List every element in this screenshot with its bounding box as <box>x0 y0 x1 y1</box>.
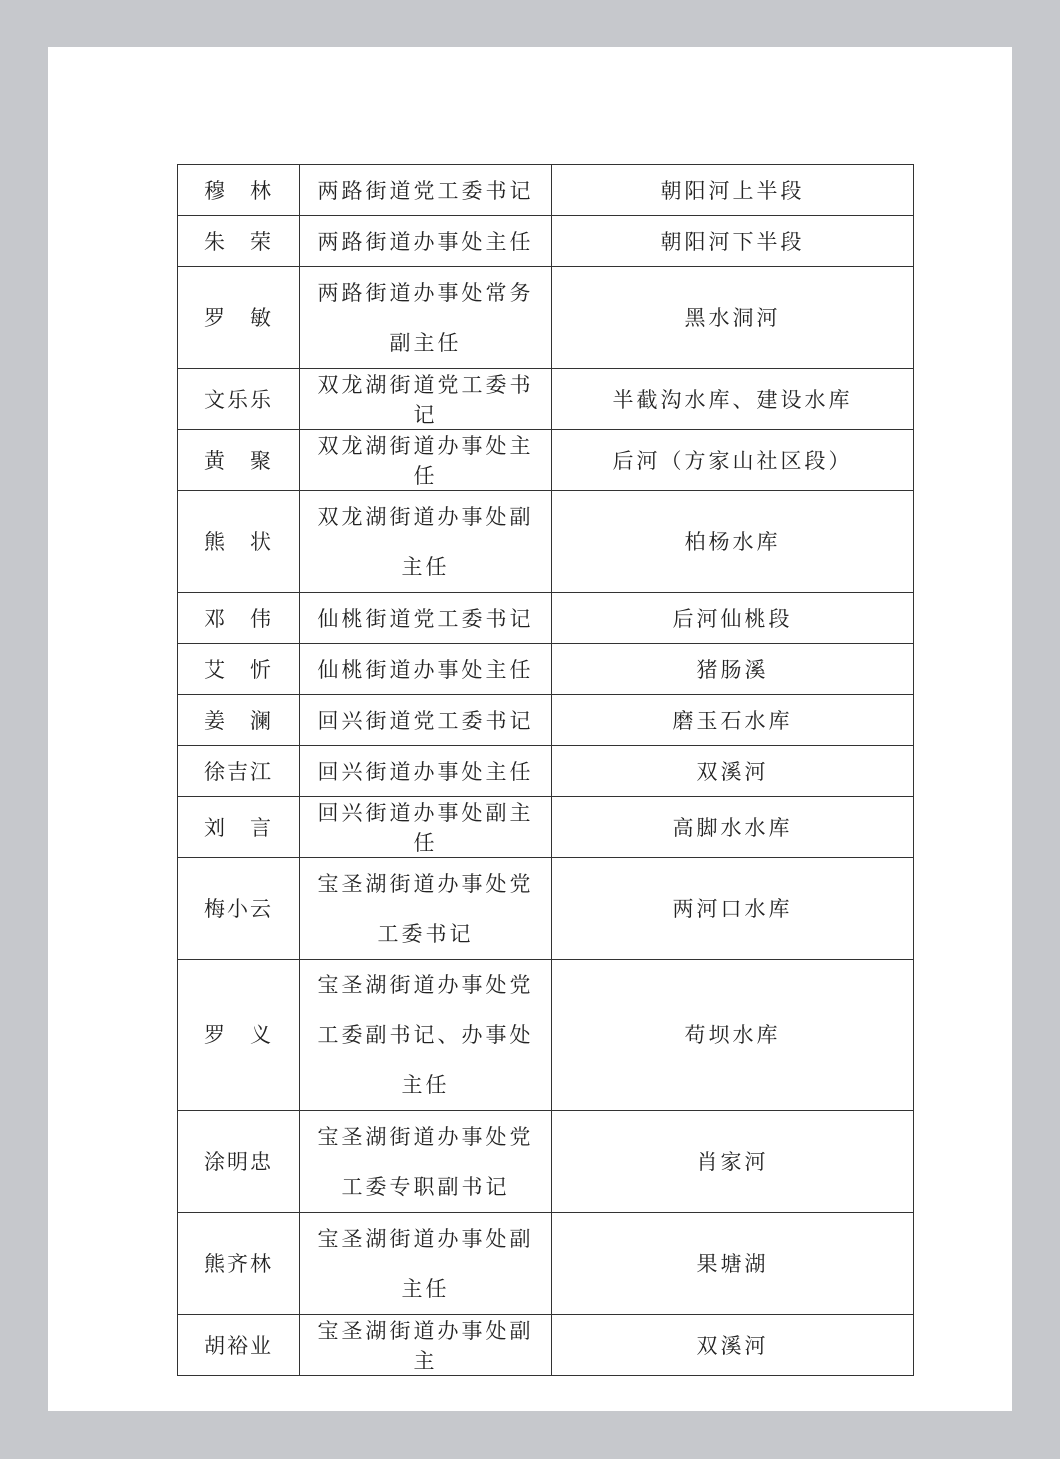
name-cell: 刘 言 <box>178 797 300 858</box>
position-cell: 宝圣湖街道办事处副主任 <box>300 1213 552 1315</box>
area-cell: 果塘湖 <box>552 1213 914 1315</box>
position-cell: 回兴街道办事处主任 <box>300 746 552 797</box>
area-cell: 半截沟水库、建设水库 <box>552 369 914 430</box>
name-cell: 邓 伟 <box>178 593 300 644</box>
table-row <box>178 1315 914 1376</box>
position-cell: 双龙湖街道党工委书记 <box>300 369 552 430</box>
table-row <box>178 593 914 644</box>
name-cell: 罗 义 <box>178 960 300 1111</box>
table-row <box>178 960 914 1111</box>
document-page <box>48 47 1012 1411</box>
position-cell: 两路街道办事处主任 <box>300 216 552 267</box>
area-cell: 高脚水水库 <box>552 797 914 858</box>
area-cell: 后河仙桃段 <box>552 593 914 644</box>
name-cell: 熊齐林 <box>178 1213 300 1315</box>
table-row <box>178 216 914 267</box>
name-cell: 胡裕业 <box>178 1315 300 1376</box>
area-cell: 柏杨水库 <box>552 491 914 593</box>
table-row <box>178 746 914 797</box>
river-chief-table <box>177 164 914 1376</box>
table-row <box>178 1213 914 1315</box>
name-cell: 姜 澜 <box>178 695 300 746</box>
table-row <box>178 644 914 695</box>
area-cell: 后河（方家山社区段） <box>552 430 914 491</box>
name-cell: 朱 荣 <box>178 216 300 267</box>
table-row <box>178 797 914 858</box>
area-cell: 苟坝水库 <box>552 960 914 1111</box>
area-cell: 朝阳河上半段 <box>552 165 914 216</box>
position-cell: 宝圣湖街道办事处党工委书记 <box>300 858 552 960</box>
name-cell: 穆 林 <box>178 165 300 216</box>
name-cell: 熊 状 <box>178 491 300 593</box>
position-cell: 宝圣湖街道办事处党工委副书记、办事处主任 <box>300 960 552 1111</box>
table-row <box>178 430 914 491</box>
area-cell: 肖家河 <box>552 1111 914 1213</box>
area-cell: 双溪河 <box>552 746 914 797</box>
area-cell: 猪肠溪 <box>552 644 914 695</box>
area-cell: 两河口水库 <box>552 858 914 960</box>
name-cell: 罗 敏 <box>178 267 300 369</box>
position-cell: 回兴街道办事处副主任 <box>300 797 552 858</box>
position-cell: 回兴街道党工委书记 <box>300 695 552 746</box>
table-row <box>178 165 914 216</box>
area-cell: 磨玉石水库 <box>552 695 914 746</box>
area-cell: 黑水洞河 <box>552 267 914 369</box>
position-cell: 双龙湖街道办事处副主任 <box>300 491 552 593</box>
position-cell: 两路街道办事处常务副主任 <box>300 267 552 369</box>
position-cell: 两路街道党工委书记 <box>300 165 552 216</box>
position-cell: 宝圣湖街道办事处副主 <box>300 1315 552 1376</box>
name-cell: 徐吉江 <box>178 746 300 797</box>
table-row <box>178 491 914 593</box>
table-row <box>178 1111 914 1213</box>
name-cell: 艾 忻 <box>178 644 300 695</box>
position-cell: 仙桃街道党工委书记 <box>300 593 552 644</box>
position-cell: 双龙湖街道办事处主任 <box>300 430 552 491</box>
position-cell: 宝圣湖街道办事处党工委专职副书记 <box>300 1111 552 1213</box>
table-row <box>178 858 914 960</box>
area-cell: 双溪河 <box>552 1315 914 1376</box>
area-cell: 朝阳河下半段 <box>552 216 914 267</box>
table-row <box>178 695 914 746</box>
name-cell: 涂明忠 <box>178 1111 300 1213</box>
name-cell: 文乐乐 <box>178 369 300 430</box>
position-cell: 仙桃街道办事处主任 <box>300 644 552 695</box>
name-cell: 黄 聚 <box>178 430 300 491</box>
table-row <box>178 369 914 430</box>
name-cell: 梅小云 <box>178 858 300 960</box>
table-row <box>178 267 914 369</box>
